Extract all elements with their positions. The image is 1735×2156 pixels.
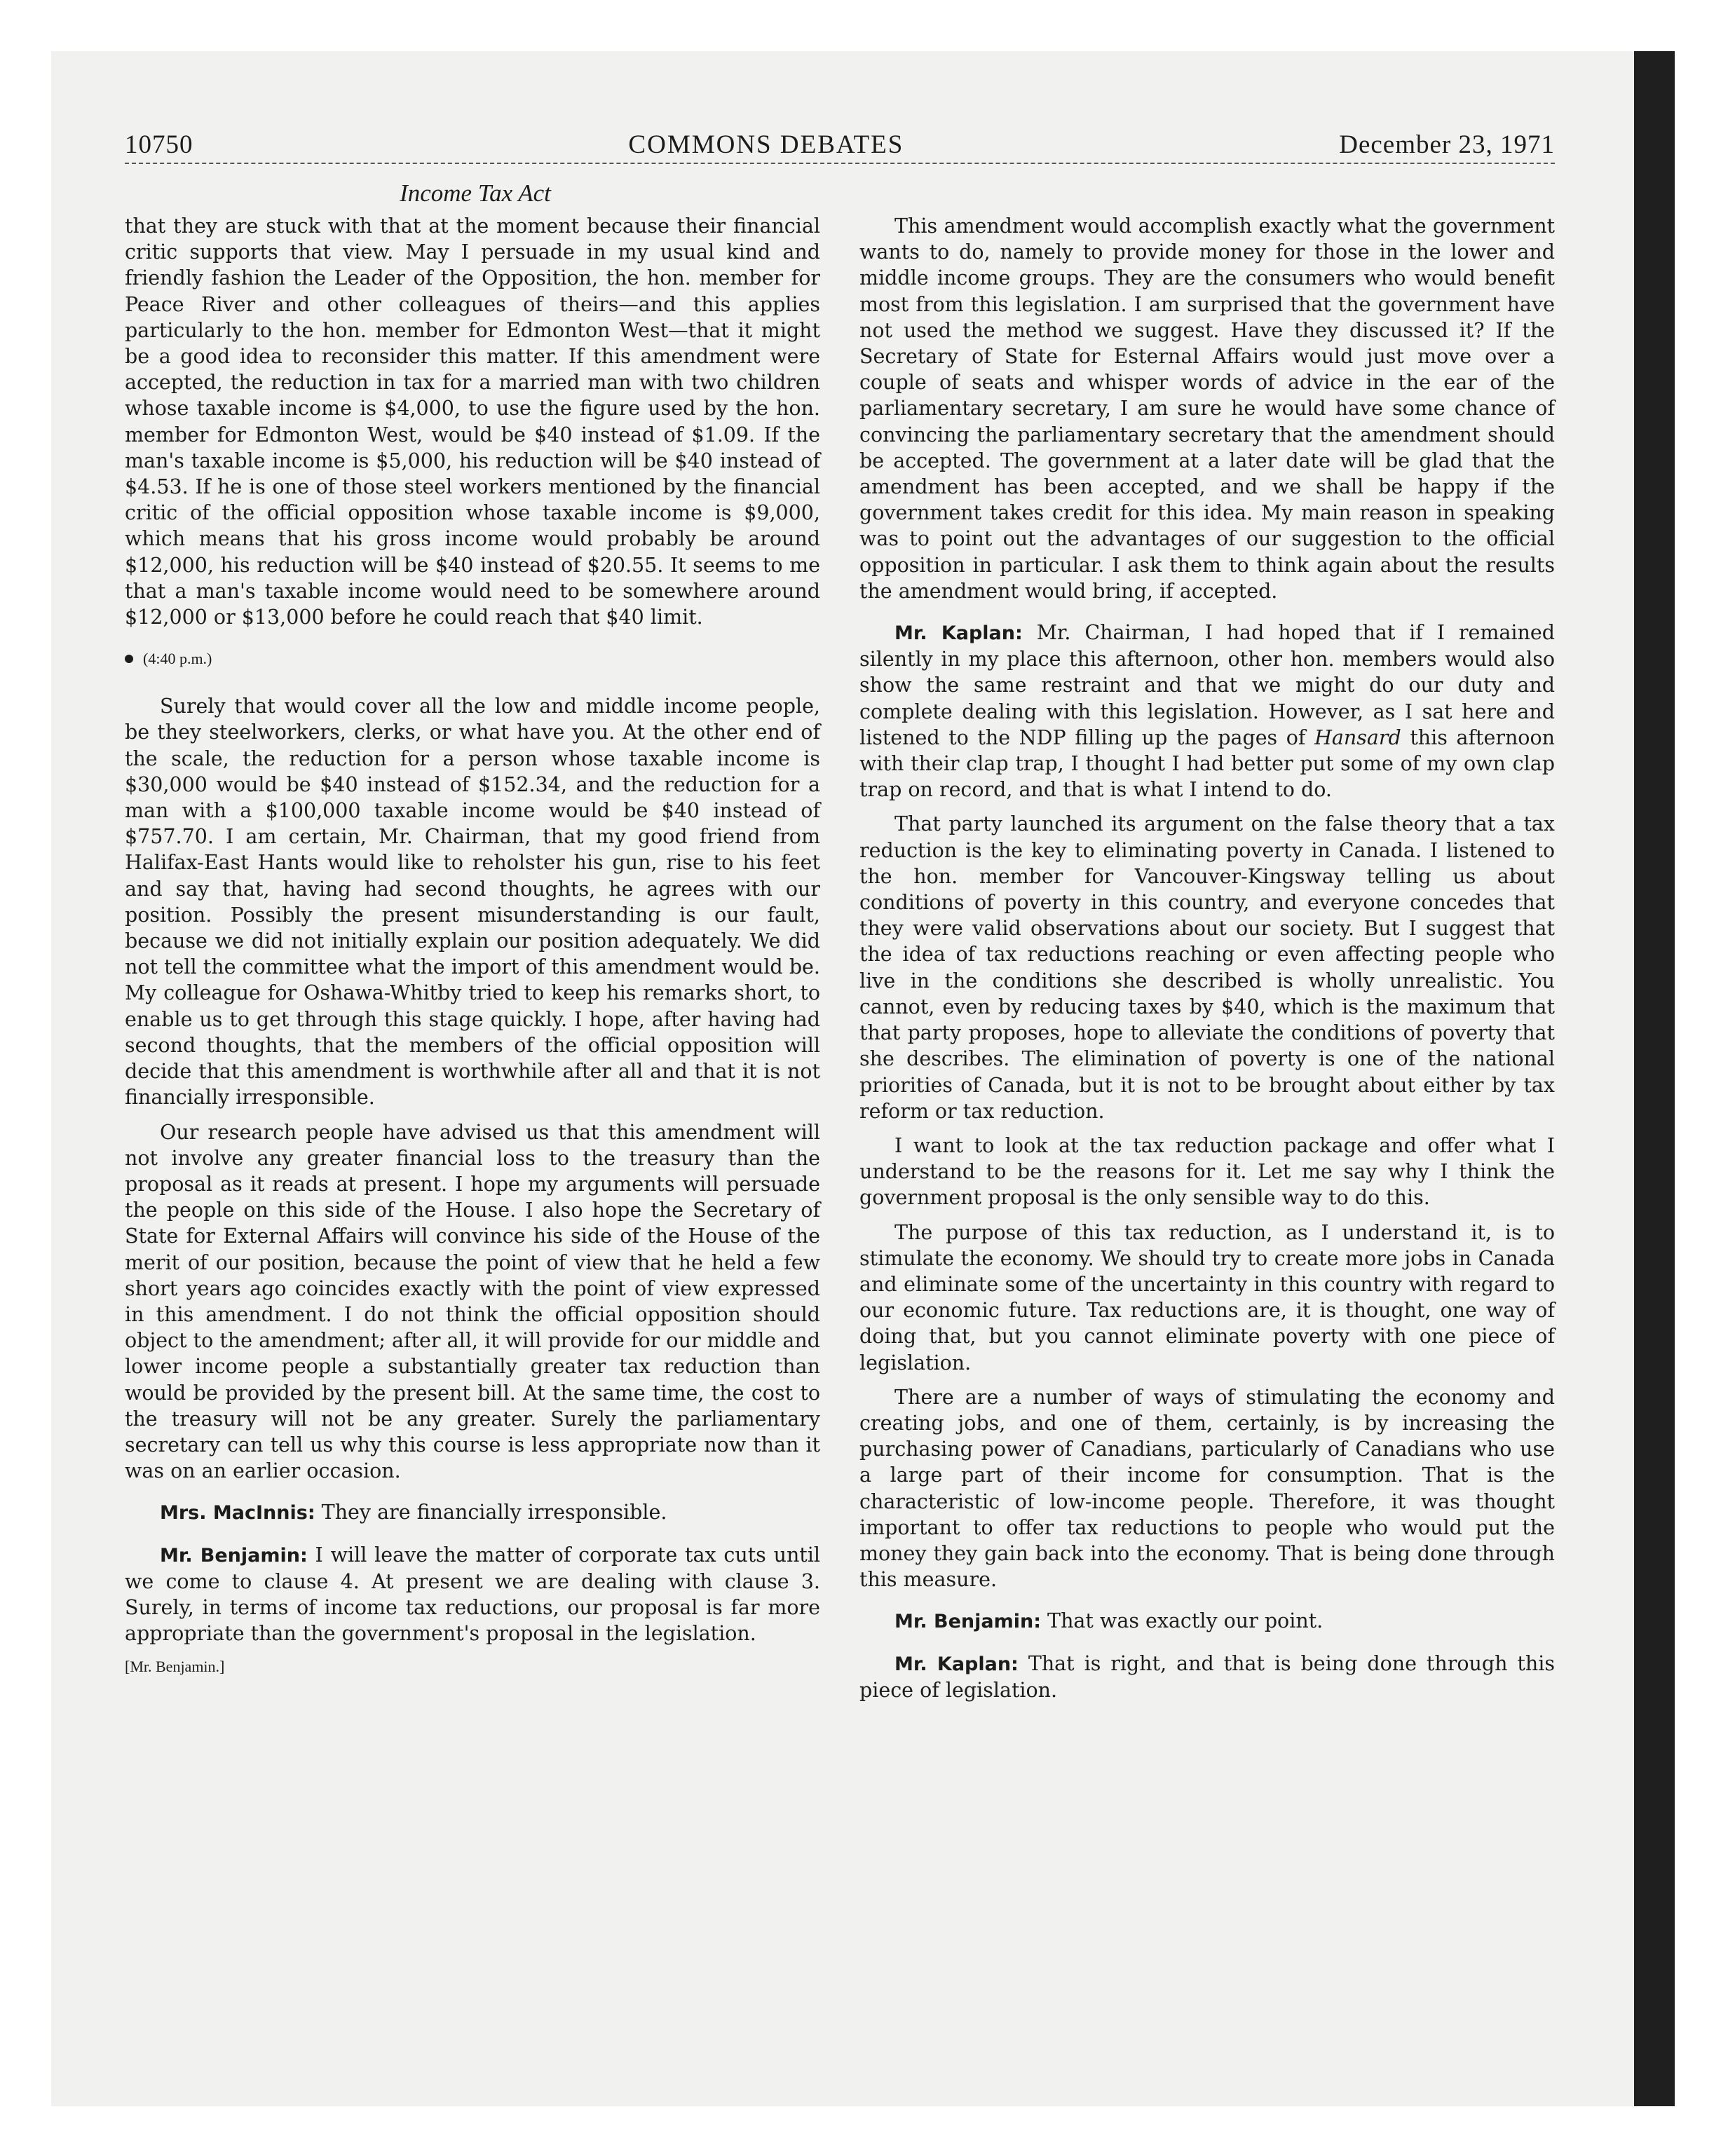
scanner-dark-edge bbox=[1634, 51, 1675, 2106]
paragraph: This amendment would accomplish exactly what the government wants to do, namely to provide money for those in the lower and middle income groups. They are the consumers who would benefit most from this legislation. I am surprised that the government have not used the method we suggest. Have they discussed it? If the Secretary of State for Esternal Affairs would just move over a couple of seats and whisper words of advice in the ear of the parliamentary secretary, I am sure he would have some chance of convincing the parliamentary secretary that the amendment should be accepted. The government at a later date will be glad that the amendment has been accepted, and we shall be happy if the government takes credit for this idea. My main reason in speaking was to point out the advantages of our suggestion to the official opposition in particular. I ask them to think again about the results the amendment would bring, if accepted. bbox=[859, 214, 1555, 603]
paragraph: I want to look at the tax reduction package and offer what I understand to be the reasons for it. Let me say why I think the government proposal is the only sensible way to do this. bbox=[859, 1133, 1555, 1210]
paragraph: Surely that would cover all the low and middle income people, be they steelworkers, clerks, or what have you. At the other end of the scale, the reduction for a person whose taxable income is $30,000 would be $40 instead of $152.34, and the reduction for a man with a $100,000 taxable income would be $40 instead of $757.70. I am certain, Mr. Chairman, that my good friend from Halifax-East Hants would like to reholster his gun, rise to his feet and say that, having had second thoughts, he agrees with our position. Possibly the present misunderstanding is our fault, because we did not initially explain our position adequately. We did not tell the committee what the import of this amendment would be. My colleague for Oshawa-Whitby tried to keep his remarks short, to enable us to get through this stage quickly. I hope, after having had second thoughts, that the members of the official opposition will decide that this amendment is worthwhile after all and that it is not financially irresponsible. bbox=[125, 695, 820, 1110]
speaker-name: Mr. Kaplan: bbox=[894, 1653, 1019, 1675]
speech-benjamin bbox=[859, 1608, 1555, 1635]
hansard-page bbox=[125, 130, 1555, 1702]
speech-text: Mr. Chairman, I had hoped that if I remained silently in my place this afternoon, other hon. members would also show the same restraint and that we might do our duty and complete dealing with this legislation. However, as I sat here and listened to the NDP filling up the pages of bbox=[859, 621, 1555, 749]
hansard-italic: Hansard bbox=[1314, 725, 1401, 749]
paragraph: That party launched its argument on the false theory that a tax reduction is the key to eliminating poverty in Canada. I listened to the hon. member for Vancouver-Kingsway telling us about conditions of poverty in this country, and everyone concedes that they were valid observations about our society. But I suggest that the idea of tax reductions reaching or even affecting people who live in the conditions she described is wholly unrealistic. You cannot, even by reducing taxes by $40, which is the maximum that that party proposes, hope to alleviate the conditions of poverty that she describes. The elimination of poverty is one of the national priorities of Canada, but it is not to be brought about either by tax reform or tax reduction. bbox=[859, 812, 1555, 1123]
sitting-date: December 23, 1971 bbox=[1339, 130, 1555, 159]
time-stamp bbox=[125, 648, 820, 669]
debate-subject: Income Tax Act bbox=[400, 179, 551, 207]
speech-macinnis bbox=[125, 1499, 820, 1526]
speech-kaplan bbox=[859, 1651, 1555, 1703]
left-column bbox=[125, 213, 820, 1677]
paragraph: There are a number of ways of stimulating the economy and creating jobs, and one of them, certainly, is by increasing the purchasing power of Canadians, particularly of Canadians who use a large part of their income for consumption. That is the characteristic of low-income people. Therefore, it was thought important to offer tax reductions to people who would put the money they gain back into the economy. That is being done through this measure. bbox=[859, 1385, 1555, 1592]
speech-text: That is right, and that is being done through this piece of legislation. bbox=[859, 1651, 1555, 1702]
speaker-name: Mrs. MacInnis: bbox=[160, 1502, 315, 1524]
speech-text: I will leave the matter of corporate tax cuts until we come to clause 4. At present we are dealing with clause 3. Surely, in terms of income tax reductions, our proposal is far more appropriate than the government's proposal in the legislation. bbox=[125, 1543, 820, 1646]
page-number: 10750 bbox=[125, 130, 193, 159]
speaker-name: Mr. Benjamin: bbox=[160, 1544, 308, 1567]
bullet-icon bbox=[125, 655, 133, 663]
speech-text: That was exactly our point. bbox=[1041, 1609, 1324, 1633]
right-column bbox=[859, 213, 1555, 1712]
speaker-name: Mr. Benjamin: bbox=[894, 1611, 1041, 1633]
speaker-name: Mr. Kaplan: bbox=[894, 622, 1023, 645]
speech-benjamin bbox=[125, 1542, 820, 1647]
speech-kaplan bbox=[859, 620, 1555, 803]
speaker-attribution: [Mr. Benjamin.] bbox=[125, 1658, 225, 1676]
time-stamp-text: (4:40 p.m.) bbox=[143, 650, 212, 668]
speech-text: They are financially irresponsible. bbox=[315, 1501, 667, 1524]
paragraph: that they are stuck with that at the moment because their financial critic supports that view. May I persuade in my usual kind and friendly fashion the Leader of the Opposition, the hon. member for Peace River and other colleagues of theirs—and this applies particularly to the hon. member for Edmonton West—that it might be a good idea to reconsider this matter. If this amendment were accepted, the reduction in tax for a married man with two children whose taxable income is $4,000, to use the figure used by the hon. member for Edmonton West, would be $40 instead of $1.09. If the man's taxable income is $5,000, his reduction will be $40 instead of $4.53. If he is one of those steel workers mentioned by the financial critic of the official opposition whose taxable income is $9,000, which means that his gross income would probably be around $12,000, his reduction will be $40 instead of $20.55. It seems to me that a man's taxable income would need to be somewhere around $12,000 or $13,000 before he could reach that $40 limit. bbox=[125, 214, 820, 629]
publication-title: COMMONS DEBATES bbox=[628, 130, 904, 159]
paragraph: Our research people have advised us that this amendment will not involve any greater financial loss to the treasury than the proposal as it reads at present. I hope my arguments will persuade the people on this side of the House. I also hope the Secretary of State for External Affairs will convince his side of the House of the merit of our position, because the point of view that he held a few short years ago coincides exactly with the point of view expressed in this amendment. I do not think the official opposition should object to the amendment; after all, it will provide for our middle and lower income people a substantially greater tax reduction than would be provided by the present bill. At the same time, the cost to the treasury will not be any greater. Surely the parliamentary secretary can tell us why this course is less appropriate now than it was on an earlier occasion. bbox=[125, 1120, 820, 1483]
running-head bbox=[125, 130, 1555, 164]
paragraph: The purpose of this tax reduction, as I understand it, is to stimulate the economy. We should try to create more jobs in Canada and eliminate some of the uncertainty in this country with regard to our economic future. Tax reductions are, it is thought, one way of doing that, but you cannot eliminate poverty with one piece of legislation. bbox=[859, 1220, 1555, 1374]
speech-text: this afternoon with their clap trap, I thought I had better put some of my own clap trap on record, and that is what I intend to do. bbox=[859, 725, 1555, 802]
